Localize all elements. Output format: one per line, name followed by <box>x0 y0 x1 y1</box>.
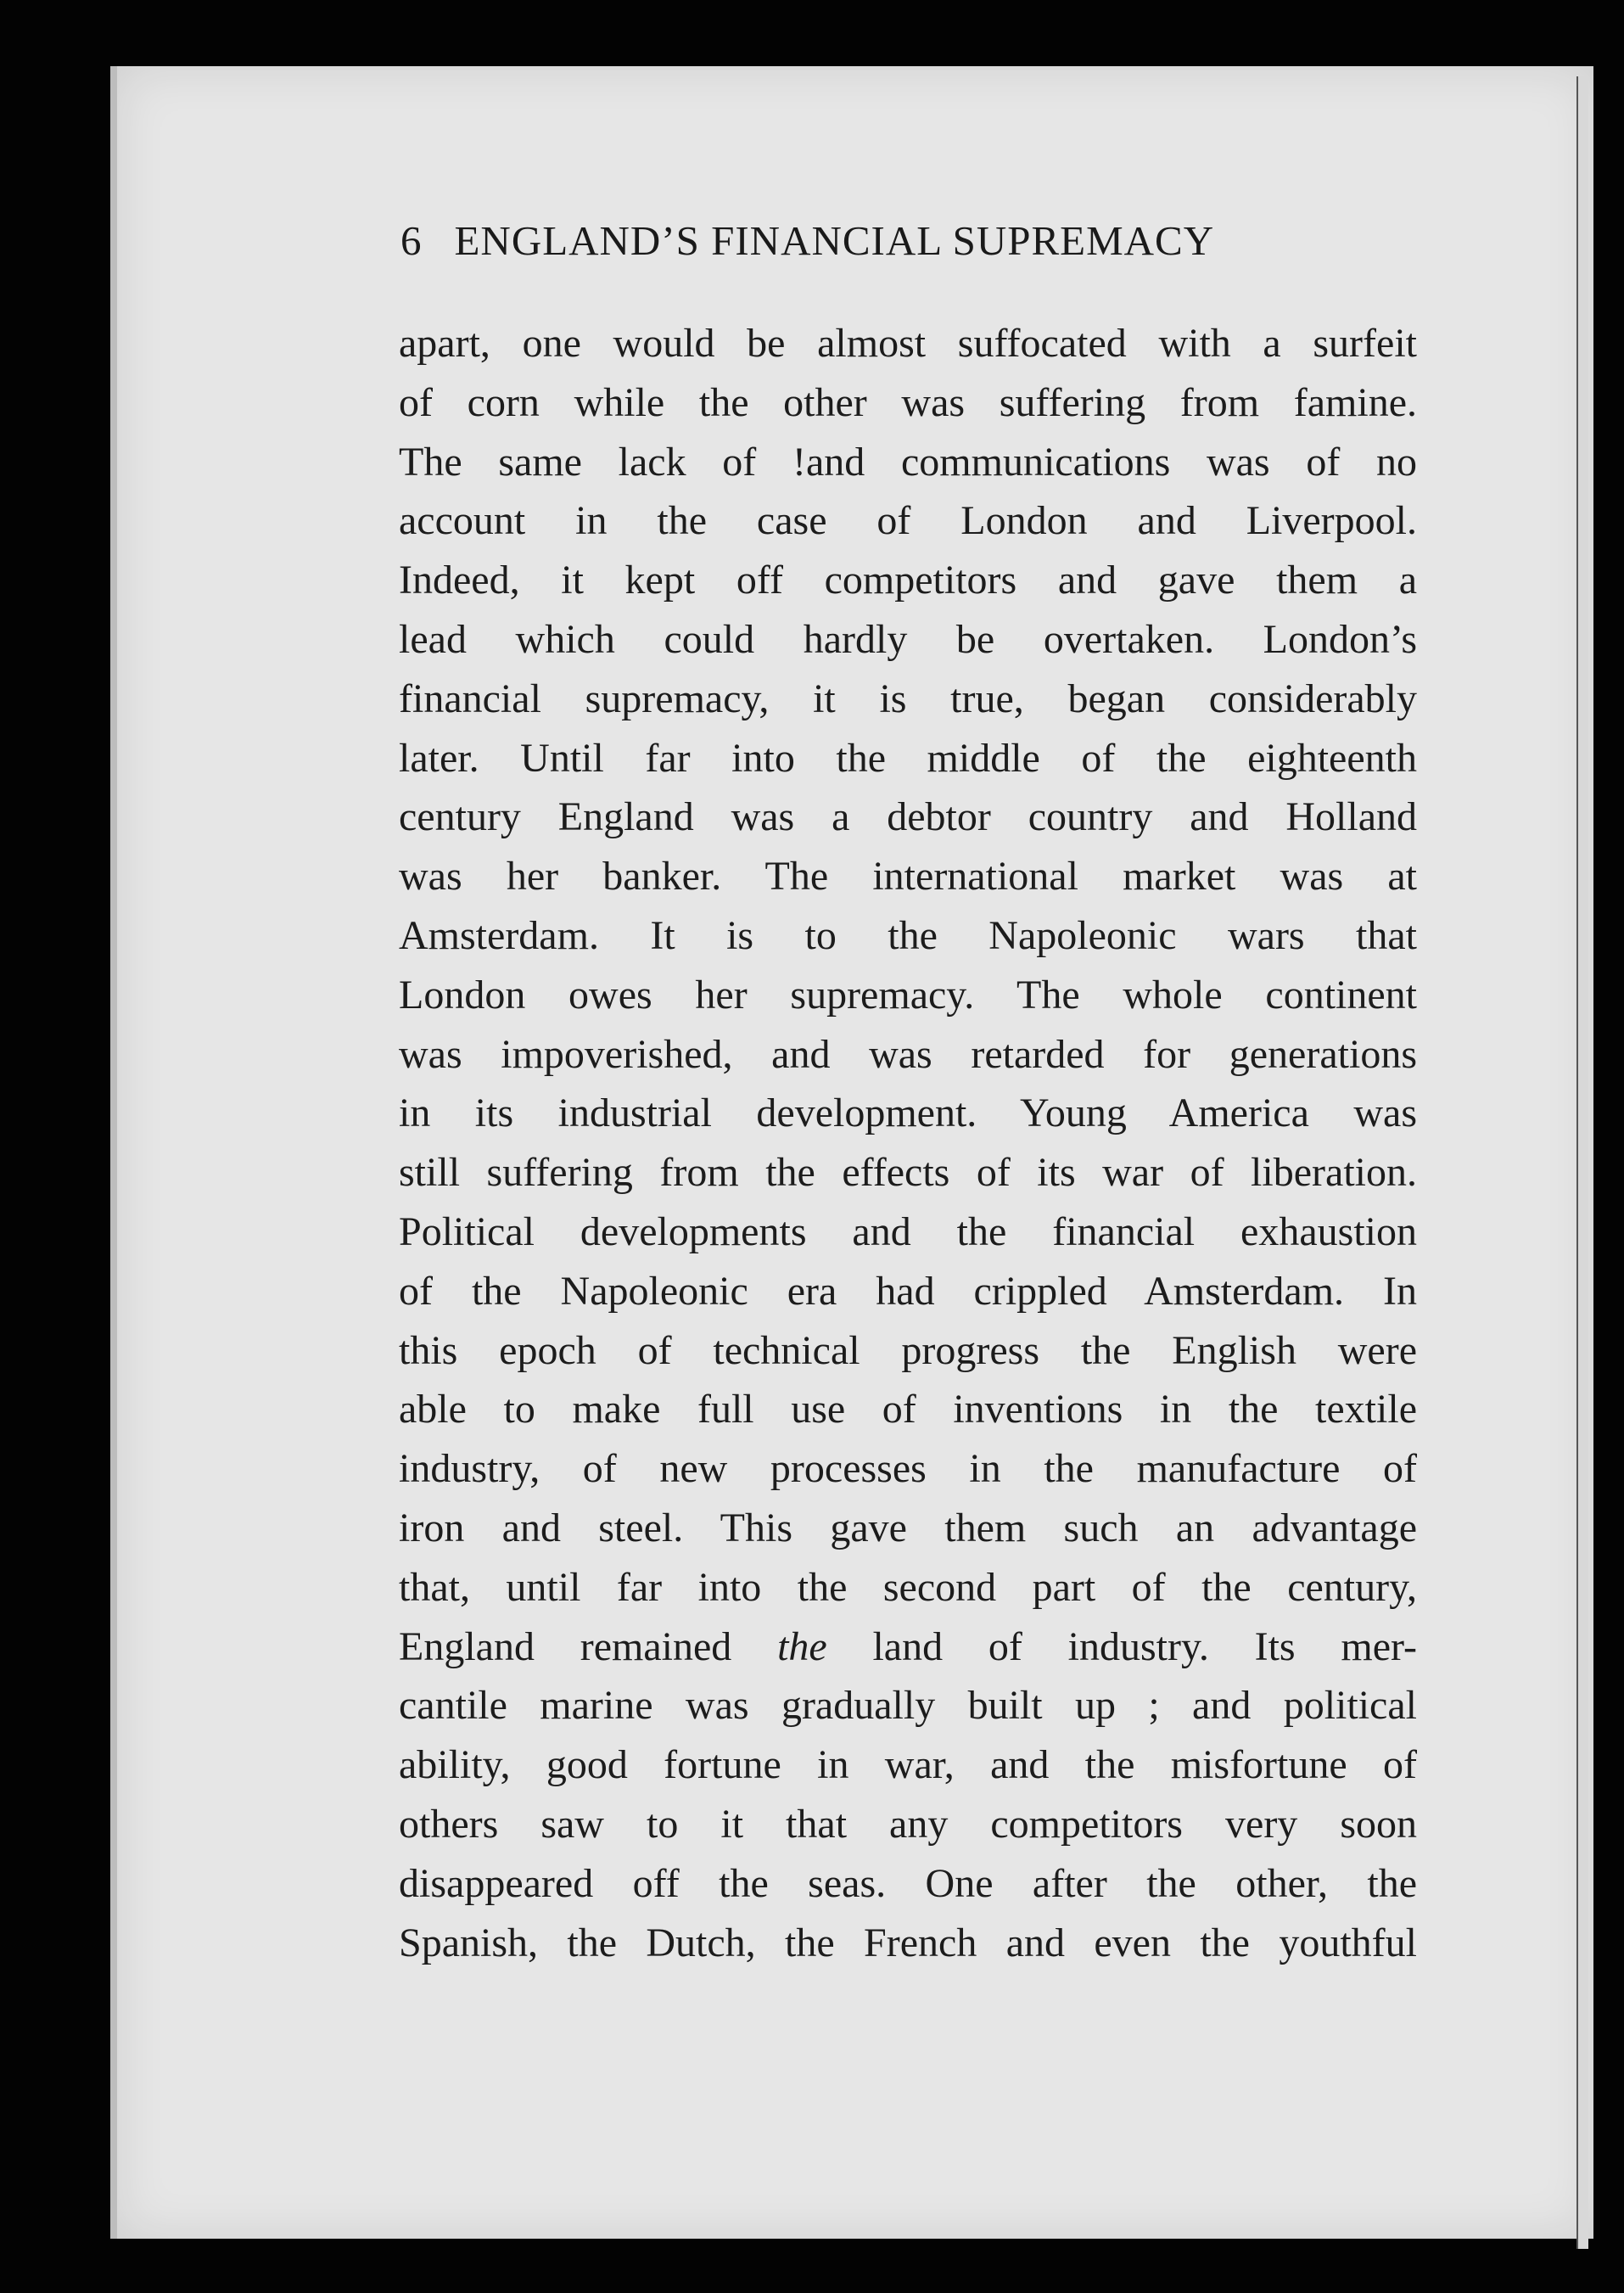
running-header <box>400 216 1419 276</box>
text-line: later. Until far into the middle of the eighteenth <box>399 735 1417 781</box>
page-number: 6 <box>400 217 423 264</box>
text-line: cantile marine was gradually built up ; and political <box>399 1683 1417 1729</box>
text-line: London owes her supremacy. The whole continent <box>399 972 1417 1018</box>
text-line: account in the case of London and Liverpool. <box>399 498 1417 544</box>
text-line: industry, of new processes in the manufacture of <box>399 1446 1417 1492</box>
text-line: The same lack of !and communications was of no <box>399 439 1417 485</box>
text-line: Political developments and the financial exhaustion <box>399 1208 1417 1254</box>
text-line: lead which could hardly be overtaken. London’s <box>399 616 1417 662</box>
text-line: was her banker. The international market was at <box>399 854 1417 900</box>
page-edge <box>1576 76 1588 2249</box>
text-line: Amsterdam. It is to the Napoleonic wars that <box>399 912 1417 958</box>
text-line: of the Napoleonic era had crippled Amsterdam. In <box>399 1268 1417 1314</box>
body-text <box>399 314 1417 1972</box>
text-line: Indeed, it kept off competitors and gave them a <box>399 558 1417 603</box>
text-line: others saw to it that any competitors very soon <box>399 1801 1417 1847</box>
text-line: ability, good fortune in war, and the misfortune of <box>399 1742 1417 1788</box>
emphasis: the <box>777 1623 827 1669</box>
text-line: still suffering from the effects of its war of liberation. <box>399 1150 1417 1196</box>
text-line: Spanish, the Dutch, the French and even the youthful <box>399 1920 1417 1965</box>
text-line: apart, one would be almost suffocated with a surfeit <box>399 321 1417 366</box>
text-line: disappeared off the seas. One after the other, the <box>399 1860 1417 1906</box>
text-line: was impoverished, and was retarded for generations <box>399 1031 1417 1077</box>
text-line: able to make full use of inventions in the textile <box>399 1387 1417 1432</box>
text-line: this epoch of technical progress the English were <box>399 1327 1417 1373</box>
text-line: in its industrial development. Young America was <box>399 1090 1417 1136</box>
text-line: of corn while the other was suffering from famine. <box>399 379 1417 425</box>
text-line: financial supremacy, it is true, began considerably <box>399 676 1417 721</box>
text-line: that, until far into the second part of the century, <box>399 1564 1417 1610</box>
running-title: ENGLAND’S FINANCIAL SUPREMACY <box>454 217 1215 264</box>
text-line: iron and steel. This gave them such an advantage <box>399 1505 1417 1550</box>
text-line: century England was a debtor country and Holland <box>399 794 1417 840</box>
text-line: England remained the land of industry. Its mer- <box>399 1623 1417 1669</box>
